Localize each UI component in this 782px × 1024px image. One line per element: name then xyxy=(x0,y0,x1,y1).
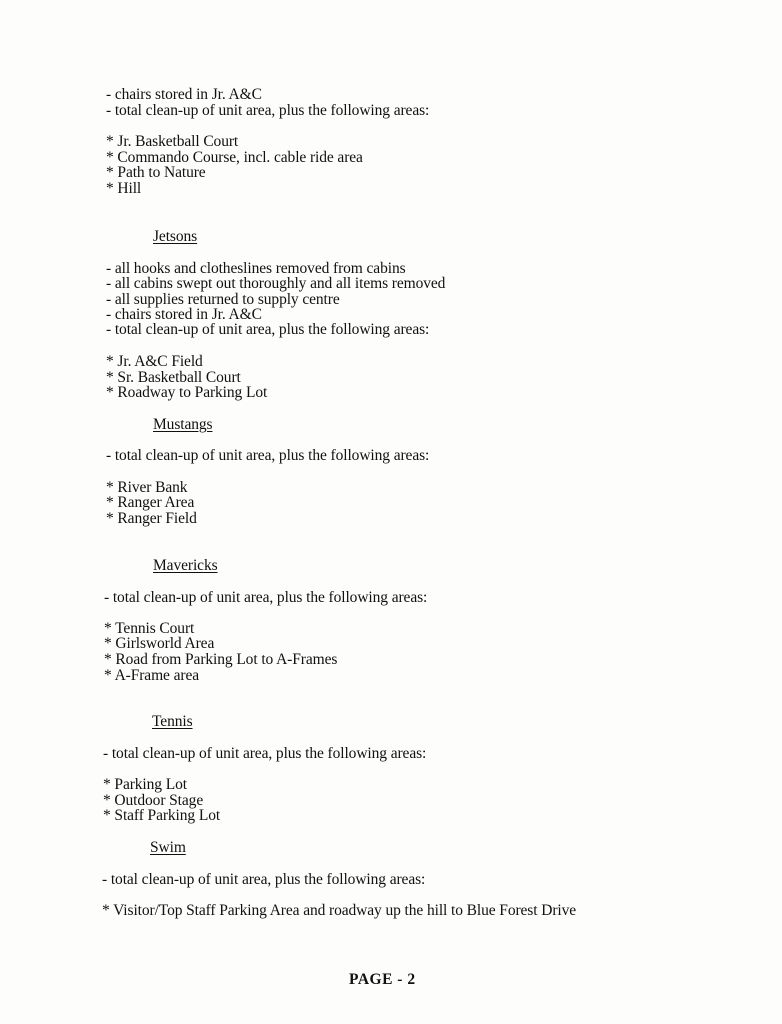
intro-item: * Commando Course, incl. cable ride area xyxy=(106,149,363,166)
section-line: - all supplies returned to supply centre xyxy=(106,291,340,308)
section-line: - total clean-up of unit area, plus the following areas: xyxy=(104,589,428,606)
section-line: - total clean-up of unit area, plus the following areas: xyxy=(106,447,430,464)
section-item: * Sr. Basketball Court xyxy=(106,369,241,386)
section-item: * River Bank xyxy=(106,479,188,496)
section-item: * Parking Lot xyxy=(103,776,187,793)
section-item: * Roadway to Parking Lot xyxy=(106,384,268,401)
intro-line: - total clean-up of unit area, plus the following areas: xyxy=(106,102,430,119)
section-item: * Ranger Field xyxy=(106,510,197,527)
section-item: * Visitor/Top Staff Parking Area and roadway up the hill to Blue Forest Drive xyxy=(102,902,577,919)
section-heading-mustangs: Mustangs xyxy=(153,416,213,433)
page-number: PAGE - 2 xyxy=(349,971,416,988)
intro-item: * Hill xyxy=(106,180,142,197)
section-line: - total clean-up of unit area, plus the following areas: xyxy=(102,871,426,888)
section-item: * Ranger Area xyxy=(106,494,195,511)
section-heading-tennis: Tennis xyxy=(152,713,193,730)
section-line: - total clean-up of unit area, plus the following areas: xyxy=(106,321,430,338)
section-heading-jetsons: Jetsons xyxy=(153,228,198,245)
section-line: - total clean-up of unit area, plus the following areas: xyxy=(103,745,427,762)
section-heading-swim: Swim xyxy=(150,839,186,856)
section-line: - all cabins swept out thoroughly and all items removed xyxy=(106,275,446,292)
section-line: - chairs stored in Jr. A&C xyxy=(106,306,262,323)
section-item: * Staff Parking Lot xyxy=(103,807,221,824)
section-line: - all hooks and clotheslines removed from cabins xyxy=(106,260,406,277)
intro-line: - chairs stored in Jr. A&C xyxy=(106,86,262,103)
section-item: * Jr. A&C Field xyxy=(106,353,203,370)
section-heading-mavericks: Mavericks xyxy=(153,557,218,574)
intro-item: * Jr. Basketball Court xyxy=(106,133,239,150)
section-item: * A-Frame area xyxy=(104,667,199,684)
section-item: * Tennis Court xyxy=(104,620,195,637)
section-item: * Road from Parking Lot to A-Frames xyxy=(104,651,338,668)
section-item: * Outdoor Stage xyxy=(103,792,204,809)
intro-item: * Path to Nature xyxy=(106,164,206,181)
section-item: * Girlsworld Area xyxy=(104,635,215,652)
